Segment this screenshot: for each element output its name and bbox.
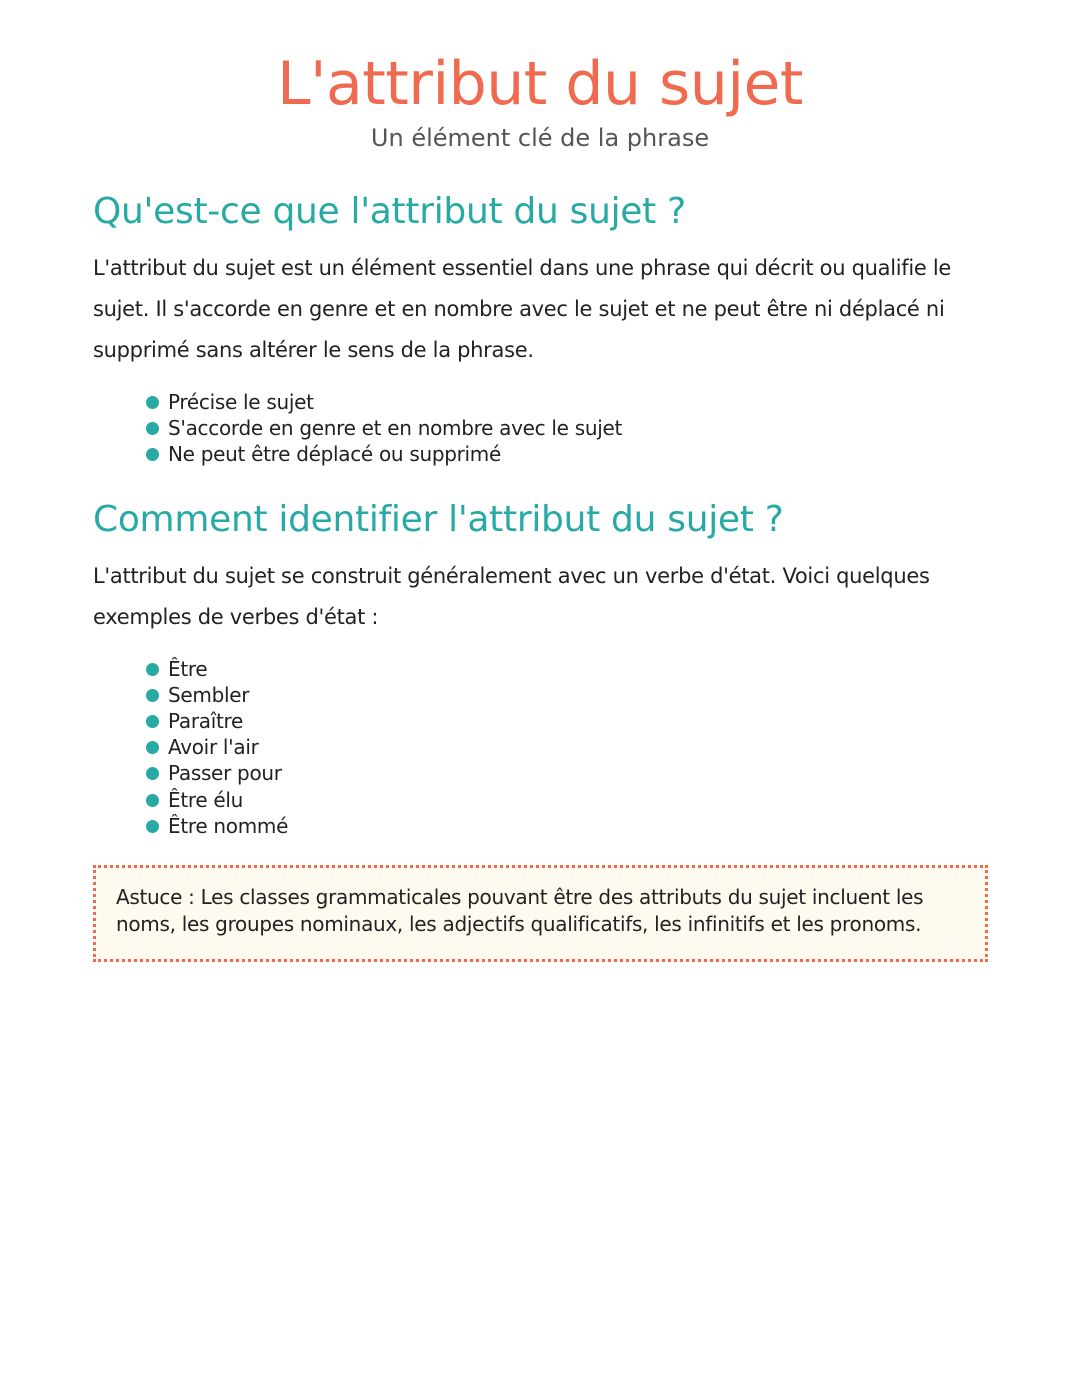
list-item — [146, 682, 987, 708]
bullet-dot-icon — [146, 715, 159, 728]
tip-box — [93, 865, 988, 962]
list-item-text: Être élu — [168, 787, 244, 812]
bullet-dot-icon — [146, 396, 159, 409]
list-item — [146, 389, 987, 415]
list-item — [146, 813, 987, 839]
list-item-text: Ne peut être déplacé ou supprimé — [168, 442, 501, 467]
list-item-text: Être nommé — [168, 813, 289, 838]
list-item-text: Paraître — [168, 709, 243, 734]
section-definition — [93, 190, 987, 468]
list-item — [146, 656, 987, 682]
list-item — [146, 415, 987, 441]
section-heading-identification: Comment identifier l'attribut du sujet ? — [93, 498, 784, 540]
list-item-text: Être — [168, 656, 208, 681]
list-item — [146, 441, 987, 467]
bullet-dot-icon — [146, 820, 159, 833]
list-item-text: Sembler — [168, 682, 250, 707]
list-item-text: Passer pour — [168, 761, 282, 786]
section-paragraph-identification: L'attribut du sujet se construit généralement avec un verbe d'état. Voici quelques exemples de verbes d'état : — [93, 563, 930, 629]
list-item-text: Avoir l'air — [168, 735, 259, 760]
list-item — [146, 734, 987, 760]
tip-text: Astuce : Les classes grammaticales pouvant être des attributs du sujet incluent les noms, les groupes nominaux, les adjectifs qualificatifs, les infinitifs et les pronoms. — [116, 885, 924, 936]
list-item — [146, 708, 987, 734]
bullet-list-characteristics — [93, 389, 987, 468]
list-item-text: Précise le sujet — [168, 390, 314, 414]
bullet-dot-icon — [146, 689, 159, 702]
section-identification — [93, 498, 987, 839]
list-item-text: S'accorde en genre et en nombre avec le sujet — [168, 416, 623, 441]
bullet-dot-icon — [146, 794, 159, 807]
page-subtitle: Un élément clé de la phrase — [370, 124, 710, 152]
section-heading-definition: Qu'est-ce que l'attribut du sujet ? — [93, 191, 686, 232]
section-paragraph-definition: L'attribut du sujet est un élément essentiel dans une phrase qui décrit ou qualifie le sujet. Il s'accorde en genre et en nombre avec le sujet et ne peut être ni déplacé ni supprimé sans altérer le sens de la phrase. — [93, 256, 952, 362]
list-item — [146, 787, 987, 813]
bullet-dot-icon — [146, 422, 159, 435]
bullet-dot-icon — [146, 663, 159, 676]
page-title: L'attribut du sujet — [277, 49, 803, 119]
bullet-list-state-verbs — [93, 656, 987, 839]
bullet-dot-icon — [146, 448, 159, 461]
bullet-dot-icon — [146, 767, 159, 780]
list-item — [146, 760, 987, 786]
bullet-dot-icon — [146, 741, 159, 754]
